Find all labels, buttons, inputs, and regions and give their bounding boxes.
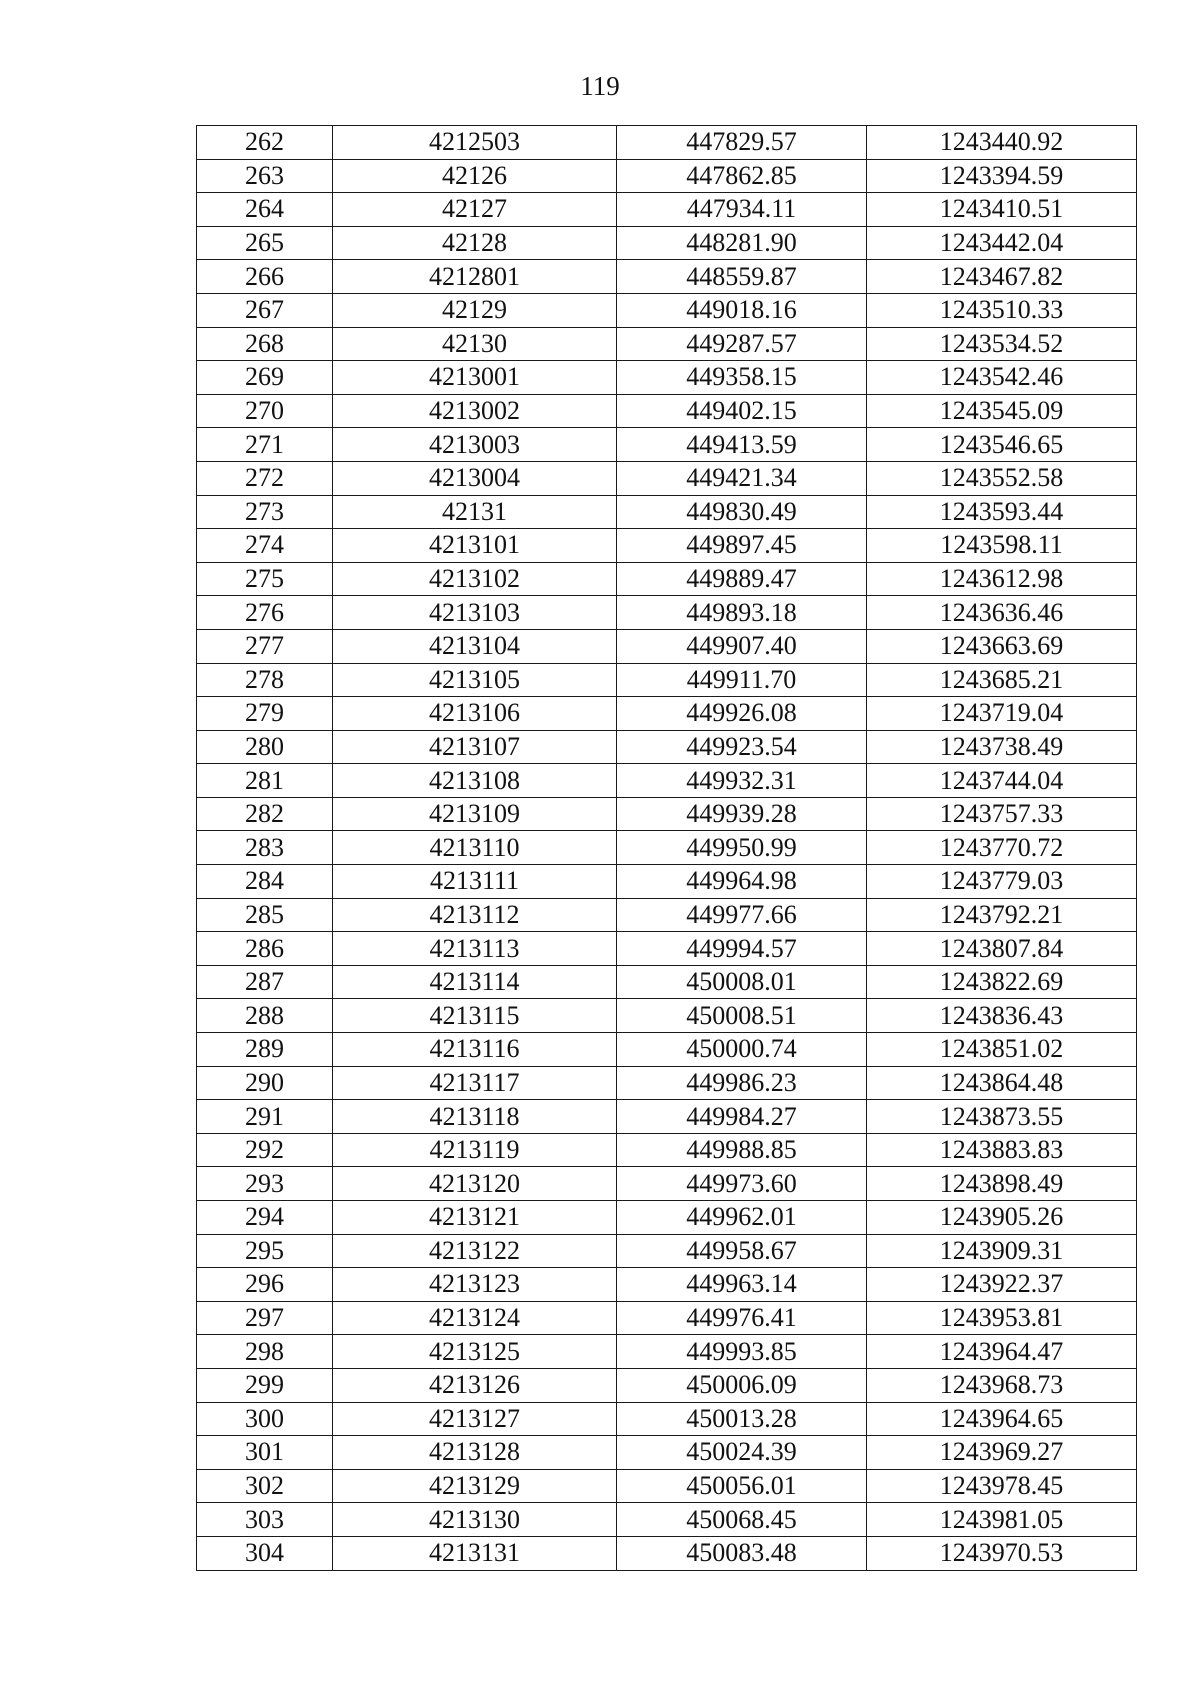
point-id-cell: 4213004 [333,461,617,495]
y-coordinate-cell: 1243663.69 [867,629,1137,663]
y-coordinate-cell: 1243779.03 [867,865,1137,899]
row-number-cell: 290 [197,1066,333,1100]
point-id-cell: 4213114 [333,965,617,999]
point-id-cell: 4213102 [333,562,617,596]
table-row [197,226,1137,260]
row-number-cell: 263 [197,159,333,193]
x-coordinate-cell: 449923.54 [617,730,867,764]
x-coordinate-cell: 447829.57 [617,126,867,160]
y-coordinate-cell: 1243968.73 [867,1368,1137,1402]
point-id-cell: 4213131 [333,1536,617,1570]
y-coordinate-cell: 1243719.04 [867,697,1137,731]
y-coordinate-cell: 1243883.83 [867,1133,1137,1167]
point-id-cell: 4213126 [333,1368,617,1402]
point-id-cell: 4213111 [333,865,617,899]
y-coordinate-cell: 1243922.37 [867,1268,1137,1302]
y-coordinate-cell: 1243542.46 [867,361,1137,395]
coordinates-table [196,125,1137,1571]
point-id-cell: 4213112 [333,898,617,932]
y-coordinate-cell: 1243822.69 [867,965,1137,999]
x-coordinate-cell: 450083.48 [617,1536,867,1570]
point-id-cell: 4213113 [333,932,617,966]
x-coordinate-cell: 449893.18 [617,596,867,630]
row-number-cell: 291 [197,1100,333,1134]
row-number-cell: 270 [197,394,333,428]
x-coordinate-cell: 449889.47 [617,562,867,596]
coordinates-table-body [197,126,1137,1571]
point-id-cell: 4213110 [333,831,617,865]
point-id-cell: 4213128 [333,1436,617,1470]
row-number-cell: 286 [197,932,333,966]
y-coordinate-cell: 1243905.26 [867,1201,1137,1235]
x-coordinate-cell: 449421.34 [617,461,867,495]
x-coordinate-cell: 449907.40 [617,629,867,663]
y-coordinate-cell: 1243593.44 [867,495,1137,529]
table-row [197,428,1137,462]
table-row [197,663,1137,697]
row-number-cell: 292 [197,1133,333,1167]
point-id-cell: 4213002 [333,394,617,428]
table-row [197,797,1137,831]
point-id-cell: 4213129 [333,1469,617,1503]
point-id-cell: 42130 [333,327,617,361]
row-number-cell: 285 [197,898,333,932]
row-number-cell: 265 [197,226,333,260]
x-coordinate-cell: 450000.74 [617,1033,867,1067]
point-id-cell: 42127 [333,193,617,227]
row-number-cell: 303 [197,1503,333,1537]
y-coordinate-cell: 1243394.59 [867,159,1137,193]
point-id-cell: 4213103 [333,596,617,630]
y-coordinate-cell: 1243836.43 [867,999,1137,1033]
table-row [197,1133,1137,1167]
x-coordinate-cell: 449962.01 [617,1201,867,1235]
table-row [197,327,1137,361]
row-number-cell: 296 [197,1268,333,1302]
y-coordinate-cell: 1243598.11 [867,529,1137,563]
row-number-cell: 283 [197,831,333,865]
point-id-cell: 4213120 [333,1167,617,1201]
y-coordinate-cell: 1243953.81 [867,1301,1137,1335]
x-coordinate-cell: 449287.57 [617,327,867,361]
table-row [197,1201,1137,1235]
x-coordinate-cell: 449963.14 [617,1268,867,1302]
x-coordinate-cell: 449939.28 [617,797,867,831]
row-number-cell: 302 [197,1469,333,1503]
y-coordinate-cell: 1243909.31 [867,1234,1137,1268]
row-number-cell: 277 [197,629,333,663]
row-number-cell: 295 [197,1234,333,1268]
point-id-cell: 4213116 [333,1033,617,1067]
x-coordinate-cell: 449958.67 [617,1234,867,1268]
y-coordinate-cell: 1243898.49 [867,1167,1137,1201]
point-id-cell: 4213115 [333,999,617,1033]
y-coordinate-cell: 1243757.33 [867,797,1137,831]
point-id-cell: 4213125 [333,1335,617,1369]
table-row [197,260,1137,294]
point-id-cell: 42129 [333,293,617,327]
x-coordinate-cell: 449018.16 [617,293,867,327]
row-number-cell: 299 [197,1368,333,1402]
y-coordinate-cell: 1243864.48 [867,1066,1137,1100]
table-row [197,394,1137,428]
y-coordinate-cell: 1243552.58 [867,461,1137,495]
row-number-cell: 282 [197,797,333,831]
point-id-cell: 4213118 [333,1100,617,1134]
point-id-cell: 42131 [333,495,617,529]
point-id-cell: 4213130 [333,1503,617,1537]
table-row [197,629,1137,663]
table-row [197,1536,1137,1570]
row-number-cell: 271 [197,428,333,462]
x-coordinate-cell: 450006.09 [617,1368,867,1402]
point-id-cell: 4213117 [333,1066,617,1100]
x-coordinate-cell: 449413.59 [617,428,867,462]
point-id-cell: 4213121 [333,1201,617,1235]
table-row [197,730,1137,764]
y-coordinate-cell: 1243873.55 [867,1100,1137,1134]
table-row [197,1402,1137,1436]
x-coordinate-cell: 450056.01 [617,1469,867,1503]
y-coordinate-cell: 1243969.27 [867,1436,1137,1470]
y-coordinate-cell: 1243510.33 [867,293,1137,327]
row-number-cell: 289 [197,1033,333,1067]
point-id-cell: 4213104 [333,629,617,663]
x-coordinate-cell: 449986.23 [617,1066,867,1100]
table-row [197,193,1137,227]
point-id-cell: 4212801 [333,260,617,294]
table-row [197,1066,1137,1100]
y-coordinate-cell: 1243545.09 [867,394,1137,428]
row-number-cell: 267 [197,293,333,327]
table-row [197,461,1137,495]
point-id-cell: 4213127 [333,1402,617,1436]
x-coordinate-cell: 450008.51 [617,999,867,1033]
row-number-cell: 300 [197,1402,333,1436]
row-number-cell: 280 [197,730,333,764]
row-number-cell: 278 [197,663,333,697]
y-coordinate-cell: 1243440.92 [867,126,1137,160]
x-coordinate-cell: 449977.66 [617,898,867,932]
x-coordinate-cell: 449964.98 [617,865,867,899]
y-coordinate-cell: 1243546.65 [867,428,1137,462]
point-id-cell: 4213001 [333,361,617,395]
table-row [197,1100,1137,1134]
x-coordinate-cell: 450008.01 [617,965,867,999]
y-coordinate-cell: 1243792.21 [867,898,1137,932]
row-number-cell: 288 [197,999,333,1033]
table-row [197,1033,1137,1067]
x-coordinate-cell: 450013.28 [617,1402,867,1436]
table-row [197,596,1137,630]
table-row [197,1436,1137,1470]
table-row [197,1301,1137,1335]
point-id-cell: 4213105 [333,663,617,697]
table-row [197,1469,1137,1503]
point-id-cell: 4213124 [333,1301,617,1335]
row-number-cell: 274 [197,529,333,563]
y-coordinate-cell: 1243410.51 [867,193,1137,227]
row-number-cell: 266 [197,260,333,294]
y-coordinate-cell: 1243770.72 [867,831,1137,865]
point-id-cell: 4213123 [333,1268,617,1302]
table-row [197,1234,1137,1268]
row-number-cell: 301 [197,1436,333,1470]
x-coordinate-cell: 449993.85 [617,1335,867,1369]
table-row [197,932,1137,966]
row-number-cell: 284 [197,865,333,899]
table-row [197,126,1137,160]
x-coordinate-cell: 449830.49 [617,495,867,529]
x-coordinate-cell: 450068.45 [617,1503,867,1537]
table-row [197,831,1137,865]
point-id-cell: 4213119 [333,1133,617,1167]
x-coordinate-cell: 449932.31 [617,764,867,798]
row-number-cell: 262 [197,126,333,160]
x-coordinate-cell: 449973.60 [617,1167,867,1201]
x-coordinate-cell: 447862.85 [617,159,867,193]
x-coordinate-cell: 449976.41 [617,1301,867,1335]
x-coordinate-cell: 448559.87 [617,260,867,294]
table-row [197,999,1137,1033]
y-coordinate-cell: 1243851.02 [867,1033,1137,1067]
row-number-cell: 273 [197,495,333,529]
point-id-cell: 4213101 [333,529,617,563]
page-number: 119 [580,71,620,101]
x-coordinate-cell: 447934.11 [617,193,867,227]
row-number-cell: 281 [197,764,333,798]
y-coordinate-cell: 1243738.49 [867,730,1137,764]
table-row [197,865,1137,899]
point-id-cell: 4212503 [333,126,617,160]
row-number-cell: 272 [197,461,333,495]
table-row [197,697,1137,731]
x-coordinate-cell: 449984.27 [617,1100,867,1134]
table-row [197,361,1137,395]
table-row [197,529,1137,563]
y-coordinate-cell: 1243981.05 [867,1503,1137,1537]
y-coordinate-cell: 1243964.65 [867,1402,1137,1436]
row-number-cell: 264 [197,193,333,227]
row-number-cell: 287 [197,965,333,999]
row-number-cell: 304 [197,1536,333,1570]
x-coordinate-cell: 449926.08 [617,697,867,731]
row-number-cell: 293 [197,1167,333,1201]
y-coordinate-cell: 1243744.04 [867,764,1137,798]
table-row [197,1167,1137,1201]
row-number-cell: 268 [197,327,333,361]
x-coordinate-cell: 449911.70 [617,663,867,697]
row-number-cell: 269 [197,361,333,395]
table-row [197,898,1137,932]
y-coordinate-cell: 1243636.46 [867,596,1137,630]
table-row [197,159,1137,193]
x-coordinate-cell: 449950.99 [617,831,867,865]
table-row [197,1503,1137,1537]
table-row [197,1335,1137,1369]
row-number-cell: 297 [197,1301,333,1335]
table-row [197,495,1137,529]
point-id-cell: 42126 [333,159,617,193]
table-row [197,1368,1137,1402]
table-row [197,965,1137,999]
x-coordinate-cell: 449402.15 [617,394,867,428]
row-number-cell: 276 [197,596,333,630]
table-row [197,293,1137,327]
x-coordinate-cell: 449988.85 [617,1133,867,1167]
y-coordinate-cell: 1243442.04 [867,226,1137,260]
x-coordinate-cell: 449358.15 [617,361,867,395]
row-number-cell: 279 [197,697,333,731]
point-id-cell: 4213003 [333,428,617,462]
y-coordinate-cell: 1243612.98 [867,562,1137,596]
x-coordinate-cell: 449897.45 [617,529,867,563]
x-coordinate-cell: 449994.57 [617,932,867,966]
table-row [197,764,1137,798]
y-coordinate-cell: 1243685.21 [867,663,1137,697]
y-coordinate-cell: 1243467.82 [867,260,1137,294]
point-id-cell: 4213106 [333,697,617,731]
point-id-cell: 4213109 [333,797,617,831]
point-id-cell: 4213122 [333,1234,617,1268]
table-row [197,562,1137,596]
y-coordinate-cell: 1243534.52 [867,327,1137,361]
point-id-cell: 42128 [333,226,617,260]
x-coordinate-cell: 450024.39 [617,1436,867,1470]
point-id-cell: 4213108 [333,764,617,798]
x-coordinate-cell: 448281.90 [617,226,867,260]
table-row [197,1268,1137,1302]
y-coordinate-cell: 1243978.45 [867,1469,1137,1503]
point-id-cell: 4213107 [333,730,617,764]
row-number-cell: 294 [197,1201,333,1235]
row-number-cell: 298 [197,1335,333,1369]
y-coordinate-cell: 1243807.84 [867,932,1137,966]
y-coordinate-cell: 1243964.47 [867,1335,1137,1369]
row-number-cell: 275 [197,562,333,596]
y-coordinate-cell: 1243970.53 [867,1536,1137,1570]
